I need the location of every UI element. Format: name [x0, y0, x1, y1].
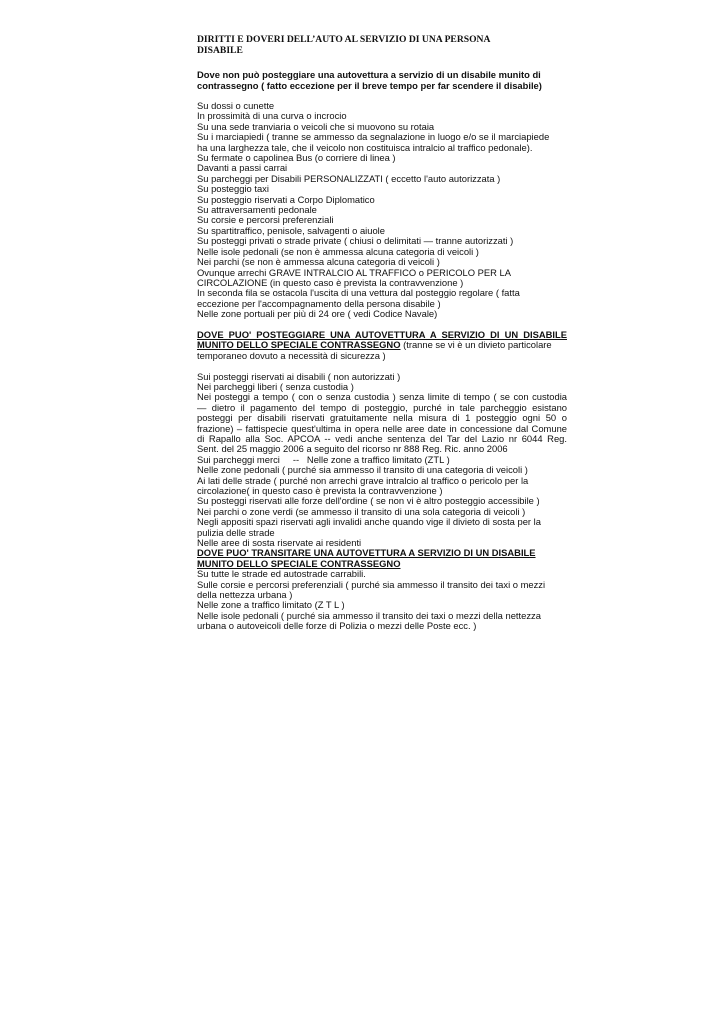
heading-line: contrassegno ( fatto eccezione per il breve tempo per far scendere il disabile): [197, 80, 542, 91]
list-item: della nettezza urbana ): [197, 589, 293, 601]
heading-line: Dove non può posteggiare una autovettura a servizio di un disabile munito di: [197, 69, 541, 80]
list-item: Su tutte le strade ed autostrade carrabili.: [197, 568, 366, 580]
heading-underlined-text: MUNITO DELLO SPECIALE CONTRASSEGNO: [197, 339, 401, 351]
list-item: Su attraversamenti pedonale: [197, 204, 317, 216]
heading-line: temporaneo dovuto a necessità di sicurezza ): [197, 349, 386, 361]
title-line: DISABILE: [197, 45, 243, 56]
section-heading-no-parking: [197, 69, 567, 91]
list-item: Nei parchi o zone verdi (se ammesso il transito di una sola categoria di veicoli ): [197, 505, 526, 517]
paragraph-line: di Rapallo alla Soc. APCOA -- vedi anche sentenza del Tar del Lazio nr 6044 Reg.: [197, 432, 567, 444]
list-item: Su corsie e percorsi preferenziali: [197, 214, 334, 226]
paragraph-line: frazione) – fattispecie quest'ultima in opera nelle aree date in concessione dal Comune: [197, 422, 567, 434]
list-item: In prossimità di una curva o incrocio: [197, 110, 347, 122]
section-heading-parking-allowed: [197, 330, 567, 361]
list-item: Nelle isole pedonali ( purché sia ammesso il transito dei taxi o mezzi della nettezza: [197, 609, 541, 621]
list-item: Sent. del 25 maggio 2006 a seguito del ricorso nr 888 Reg. Ric. anno 2006: [197, 443, 508, 455]
list-item: Ovunque arrechi GRAVE INTRALCIO AL TRAFFICO o PERICOLO PER LA: [197, 266, 511, 278]
parking-allowed-list: [197, 372, 567, 549]
list-item: Nelle zone a traffico limitato (Z T L ): [197, 599, 345, 611]
list-item: Su spartitraffico, penisole, salvagenti o aiuole: [197, 224, 385, 236]
list-item: Nelle aree di sosta riservate ai residenti: [197, 537, 362, 549]
list-item: Su posteggi privati o strade private ( chiusi o delimitati — tranne autorizzati ): [197, 235, 514, 247]
document-title: [197, 34, 567, 56]
paragraph-line: posteggi per disabili riservati gratuitamente nella misura di 1 posteggio ogni 50 o: [197, 412, 567, 424]
list-item: Su posteggio riservati a Corpo Diplomatico: [197, 193, 375, 205]
list-item: ha una larghezza tale, che il veicolo non costituisca intralcio al traffico pedonale).: [197, 141, 533, 153]
list-item: Sui parcheggi merci -- Nelle zone a traffico limitato (ZTL ): [197, 453, 450, 465]
list-item: Sulle corsie e percorsi preferenziali ( purché sia ammesso il transito dei taxi o mezzi: [197, 578, 546, 590]
list-item: Ai lati delle strade ( purché non arrechi grave intralcio al traffico o pericolo per la: [197, 474, 529, 486]
list-item: Nelle zone portuali per più di 24 ore ( vedi Codice Navale): [197, 308, 438, 320]
paragraph-line: Nei posteggi a tempo ( con o senza custodia ) senza limite di tempo ( se con custodia: [197, 391, 567, 403]
list-item: Negli appositi spazi riservati agli invalidi anche quando vige il divieto di sosta per la: [197, 516, 541, 528]
spacer: [197, 361, 567, 371]
heading-line: DOVE PUO' TRANSITARE UNA AUTOVETTURA A SERVIZIO DI UN DISABILE: [197, 547, 536, 559]
list-item: Su parcheggi per Disabili PERSONALIZZATI ( eccetto l'auto autorizzata ): [197, 172, 501, 184]
list-item: circolazione( in questo caso è prevista la contravvenzione ): [197, 485, 443, 496]
list-item: urbana o autoveicoli delle forze di Polizia o mezzi delle Poste ecc. ): [197, 620, 477, 632]
list-item: Su posteggi riservati alle forze dell'ordine ( se non vi è altro posteggio accessibile ): [197, 495, 540, 507]
list-item: pulizia delle strade: [197, 526, 275, 538]
heading-line: MUNITO DELLO SPECIALE CONTRASSEGNO: [197, 557, 401, 569]
document-page: [197, 34, 567, 632]
list-item: Nelle zone pedonali ( purché sia ammesso il transito di una categoria di veicoli ): [197, 464, 528, 476]
list-item: Davanti a passi carrai: [197, 162, 288, 174]
no-parking-list: [197, 101, 567, 320]
list-item: CIRCOLAZIONE (in questo caso è prevista la contravvenzione ): [197, 276, 464, 288]
list-item: Sui posteggi riservati ai disabili ( non autorizzati ): [197, 370, 401, 382]
transit-allowed-list: [197, 569, 567, 631]
list-item: Su una sede tranviaria o veicoli che si muovono su rotaia: [197, 120, 435, 132]
paragraph-line: — dietro il pagamento del tempo di posteggio, purché in tale parcheggio esistano: [197, 401, 567, 413]
list-item: In seconda fila se ostacola l'uscita di una vettura dal posteggio regolare ( fatta: [197, 287, 520, 299]
title-line: DIRITTI E DOVERI DELL’AUTO AL SERVIZIO DI UNA PERSONA: [197, 34, 491, 45]
heading-line: DOVE PUO' POSTEGGIARE UNA AUTOVETTURA A SERVIZIO DI UN DISABILE: [197, 328, 567, 340]
list-item: Su dossi o cunette: [197, 100, 275, 111]
heading-note: (tranne se vi è un divieto particolare: [400, 339, 552, 351]
section-heading-transit-allowed: [197, 548, 567, 569]
list-item: Su i marciapiedi ( tranne se ammesso da segnalazione in luogo e/o se il marciapiede: [197, 131, 550, 143]
list-item: Nei parcheggi liberi ( senza custodia ): [197, 380, 354, 392]
list-item: Nei parchi (se non è ammessa alcuna categoria di veicoli ): [197, 256, 440, 268]
list-item: Su posteggio taxi: [197, 183, 269, 195]
list-item: eccezione per l'accompagnamento della persona disabile ): [197, 297, 441, 309]
list-item: Nelle isole pedonali (se non è ammessa alcuna categoria di veicoli ): [197, 245, 479, 257]
list-item: Su fermate o capolinea Bus (o corriere di linea ): [197, 152, 396, 164]
